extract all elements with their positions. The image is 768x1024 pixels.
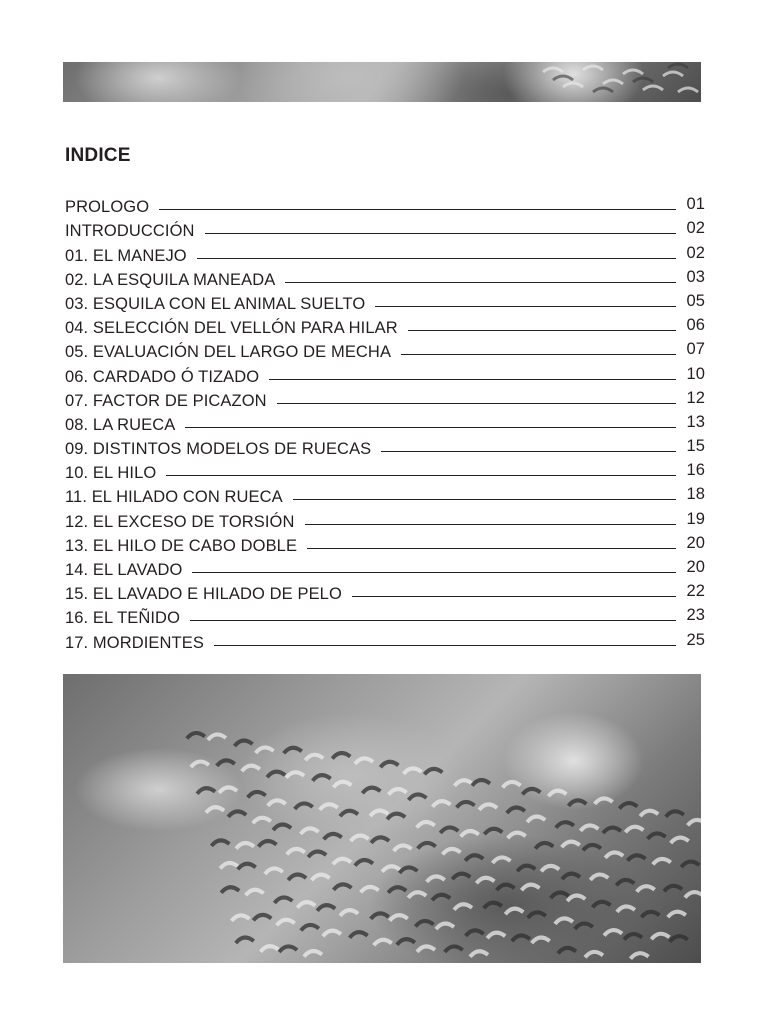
toc-entry-title: 15. EL LAVADO E HILADO DE PELO bbox=[65, 585, 342, 604]
toc-entry[interactable] bbox=[65, 314, 705, 338]
toc-leader-line bbox=[307, 548, 676, 549]
toc-entry-title: 17. MORDIENTES bbox=[65, 633, 204, 652]
toc-entry-page: 18 bbox=[686, 485, 705, 504]
index-heading: INDICE bbox=[65, 145, 131, 166]
toc-leader-line bbox=[205, 233, 677, 234]
toc-entry[interactable] bbox=[65, 193, 705, 217]
toc-entry-title: 04. SELECCIÓN DEL VELLÓN PARA HILAR bbox=[65, 319, 398, 338]
toc-entry[interactable] bbox=[65, 266, 705, 290]
toc-entry[interactable] bbox=[65, 483, 705, 507]
toc-entry[interactable] bbox=[65, 241, 705, 265]
toc-entry-page: 12 bbox=[686, 388, 705, 407]
wool-photo-bottom bbox=[63, 674, 701, 963]
toc-entry-page: 05 bbox=[686, 291, 705, 310]
toc-entry-page: 23 bbox=[686, 606, 705, 625]
toc-entry-page: 20 bbox=[686, 558, 705, 576]
toc-entry-title: 10. EL HILO bbox=[65, 464, 157, 483]
toc-entry[interactable] bbox=[65, 507, 705, 531]
yarn-texture-top bbox=[63, 62, 701, 102]
toc-entry-page: 02 bbox=[686, 243, 705, 262]
toc-entry[interactable] bbox=[65, 362, 705, 386]
toc-entry-title: 14. EL LAVADO bbox=[65, 561, 183, 579]
toc-leader-line bbox=[381, 451, 676, 452]
toc-entry[interactable] bbox=[65, 435, 705, 459]
toc-entry-page: 19 bbox=[686, 509, 705, 528]
toc-leader-line bbox=[192, 572, 676, 573]
table-of-contents bbox=[65, 193, 705, 653]
toc-entry-page: 01 bbox=[686, 195, 705, 214]
toc-leader-line bbox=[166, 475, 676, 476]
toc-entry[interactable] bbox=[65, 459, 705, 483]
toc-entry-title: 07. FACTOR DE PICAZON bbox=[65, 391, 267, 410]
toc-entry[interactable] bbox=[65, 604, 705, 628]
toc-entry-page: 02 bbox=[686, 219, 705, 238]
yarn-texture-bottom bbox=[63, 674, 701, 963]
toc-leader-line bbox=[185, 427, 676, 428]
toc-entry[interactable] bbox=[65, 387, 705, 411]
wool-photo-top bbox=[63, 62, 701, 102]
toc-entry-page: 25 bbox=[686, 630, 705, 649]
toc-leader-line bbox=[190, 620, 676, 621]
toc-entry-page: 16 bbox=[686, 461, 705, 480]
toc-entry[interactable] bbox=[65, 411, 705, 435]
toc-entry-page: 22 bbox=[686, 582, 705, 601]
toc-entry[interactable] bbox=[65, 217, 705, 241]
toc-entry-title: 16. EL TEÑIDO bbox=[65, 609, 181, 628]
toc-entry-title: 01. EL MANEJO bbox=[65, 246, 187, 265]
toc-entry-page: 03 bbox=[686, 267, 705, 286]
toc-entry-title: PROLOGO bbox=[65, 198, 150, 217]
toc-leader-line bbox=[305, 524, 677, 525]
toc-entry-page: 15 bbox=[686, 437, 705, 456]
toc-leader-line bbox=[197, 258, 677, 259]
toc-entry-page: 06 bbox=[686, 316, 705, 335]
toc-entry-title: 06. CARDADO Ó TIZADO bbox=[65, 367, 260, 386]
toc-entry-page: 07 bbox=[686, 340, 705, 359]
toc-entry[interactable] bbox=[65, 532, 705, 556]
toc-leader-line bbox=[408, 330, 677, 331]
toc-leader-line bbox=[159, 209, 676, 210]
toc-leader-line bbox=[269, 379, 676, 380]
toc-entry-title: 08. LA RUECA bbox=[65, 415, 176, 434]
toc-entry-title: 03. ESQUILA CON EL ANIMAL SUELTO bbox=[65, 294, 366, 313]
toc-leader-line bbox=[214, 645, 677, 646]
toc-entry-title: 09. DISTINTOS MODELOS DE RUECAS bbox=[65, 440, 372, 459]
toc-leader-line bbox=[375, 306, 676, 307]
toc-entry-page: 10 bbox=[686, 364, 705, 383]
toc-entry[interactable] bbox=[65, 290, 705, 314]
toc-entry-page: 13 bbox=[686, 412, 705, 431]
toc-leader-line bbox=[352, 596, 677, 597]
toc-entry[interactable] bbox=[65, 556, 705, 580]
toc-entry-page: 20 bbox=[686, 533, 705, 552]
toc-entry-title: INTRODUCCIÓN bbox=[65, 222, 195, 241]
toc-leader-line bbox=[401, 354, 676, 355]
toc-entry[interactable] bbox=[65, 628, 705, 652]
toc-entry-title: 05. EVALUACIÓN DEL LARGO DE MECHA bbox=[65, 343, 392, 362]
toc-entry[interactable] bbox=[65, 580, 705, 604]
toc-leader-line bbox=[285, 282, 676, 283]
toc-leader-line bbox=[293, 499, 677, 500]
toc-entry[interactable] bbox=[65, 338, 705, 362]
toc-leader-line bbox=[277, 403, 677, 404]
toc-entry-title: 12. EL EXCESO DE TORSIÓN bbox=[65, 512, 295, 531]
toc-entry-title: 11. EL HILADO CON RUECA bbox=[65, 488, 283, 507]
toc-entry-title: 02. LA ESQUILA MANEADA bbox=[65, 270, 276, 289]
toc-entry-title: 13. EL HILO DE CABO DOBLE bbox=[65, 536, 298, 555]
